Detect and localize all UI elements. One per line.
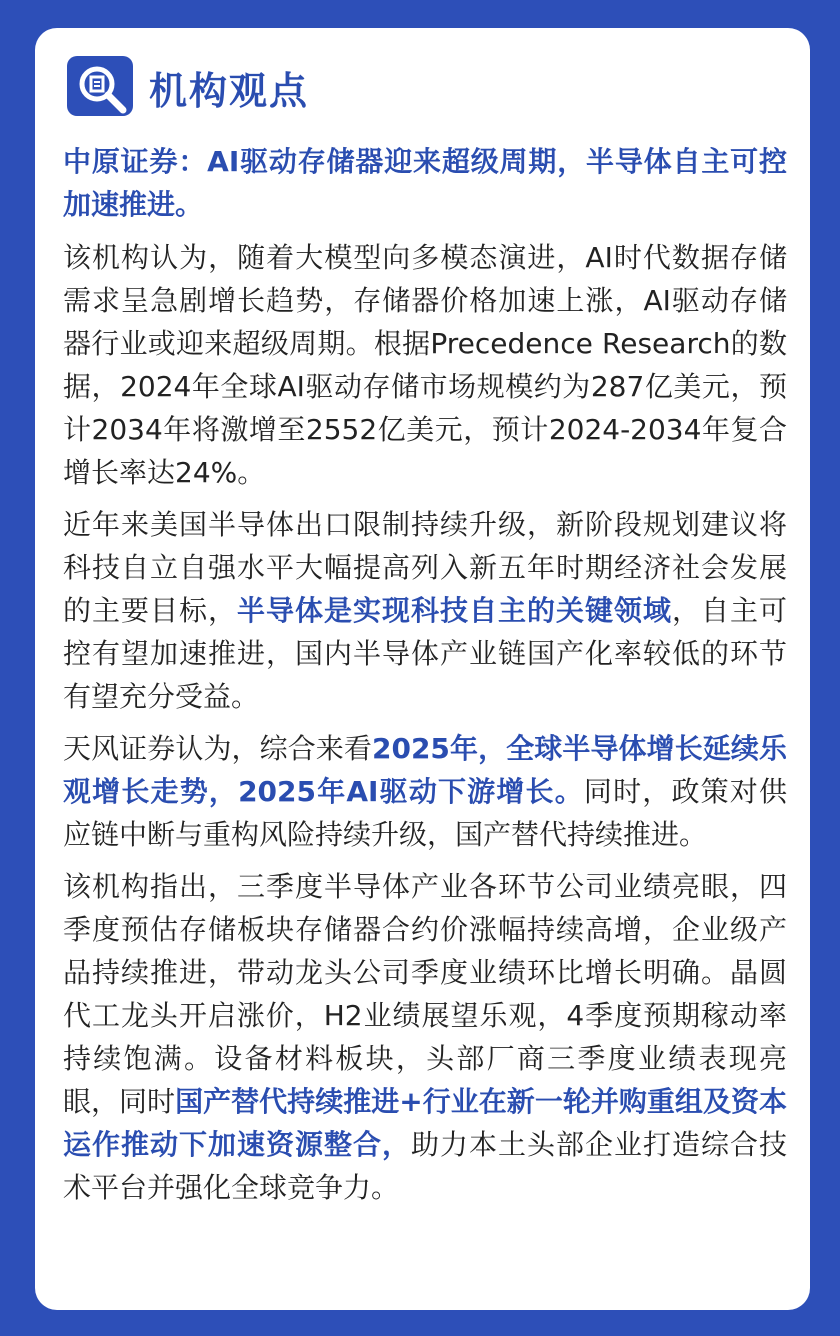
highlight-text: 2025年，全球半导体增长延续乐观增长走势，2025年AI驱动下游增长。 xyxy=(63,732,787,808)
paragraph-text: 近年来美国半导体出口限制持续升级，新阶段规划建议将科技自立自强水平大幅提高列入新五年时期经济社会发展的主要目标， xyxy=(63,508,787,627)
paragraph-text: 助力本土头部企业打造综合技术平台并强化全球竞争力。 xyxy=(63,1128,787,1204)
article-body xyxy=(63,140,787,1218)
search-document-icon xyxy=(65,52,135,122)
highlight-text: 半导体是实现科技自主的关键领域 xyxy=(237,594,672,627)
paragraph-text: ，自主可控有望加速推进，国内半导体产业链国产化率较低的环节有望充分受益。 xyxy=(63,594,787,713)
highlight-text: 国产替代持续推进+行业在新一轮并购重组及资本运作推动下加速资源整合， xyxy=(63,1085,787,1161)
paragraph-2 xyxy=(63,503,787,718)
paragraph-text: 天风证券认为，综合来看 xyxy=(63,732,372,765)
page-title: 机构观点 xyxy=(149,68,310,113)
paragraph-4 xyxy=(63,865,787,1209)
lead-headline: 中原证券：AI驱动存储器迎来超级周期，半导体自主可控加速推进。 xyxy=(63,145,787,221)
section-header xyxy=(65,52,309,122)
article-card xyxy=(35,28,810,1310)
paragraph-3 xyxy=(63,727,787,856)
paragraph-1: 该机构认为，随着大模型向多模态演进，AI时代数据存储需求呈急剧增长趋势，存储器价格加速上涨，AI驱动存储器行业或迎来超级周期。根据Precedence Research的数据，2024年全球AI驱动存储市场规模约为287亿美元，预计2034年将激增至2552亿美元，预计2024-2034年复合增长率达24%。 xyxy=(63,241,787,489)
paragraph-text: 该机构指出，三季度半导体产业各环节公司业绩亮眼，四季度预估存储板块存储器合约价涨幅持续高增，企业级产品持续推进，带动龙头公司季度业绩环比增长明确。晶圆代工龙头开启涨价，H2业绩展望乐观，4季度预期稼动率持续饱满。设备材料板块，头部厂商三季度业绩表现亮眼，同时 xyxy=(63,870,787,1118)
paragraph-text: 同时，政策对供应链中断与重构风险持续升级，国产替代持续推进。 xyxy=(63,775,787,851)
